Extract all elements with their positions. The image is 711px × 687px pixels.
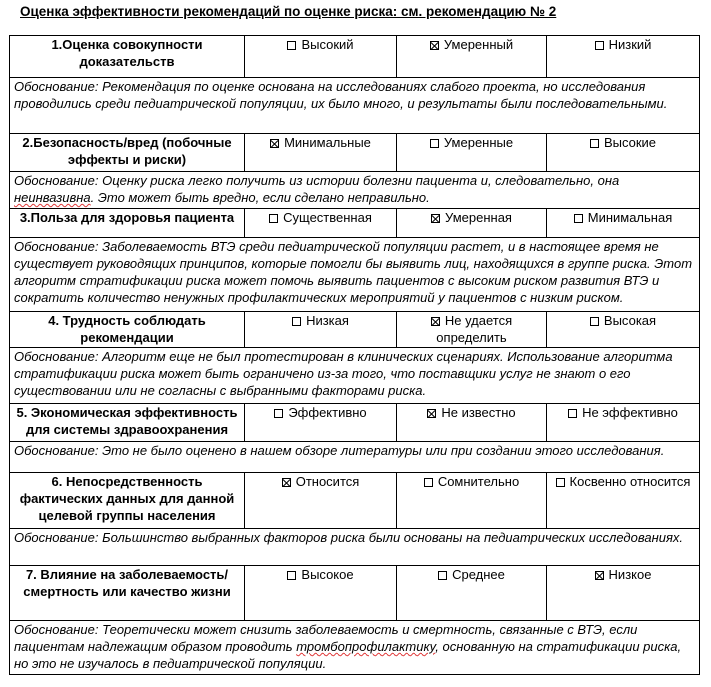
justification-label: Обоснование: bbox=[14, 349, 99, 364]
option-cell[interactable] bbox=[397, 404, 547, 442]
checked-checkbox-icon[interactable] bbox=[270, 139, 279, 148]
checkbox-icon[interactable] bbox=[590, 317, 599, 326]
checked-checkbox-icon[interactable] bbox=[431, 214, 440, 223]
justification-body: Большинство выбранных факторов риска были основаны на педиатрических исследованиях. bbox=[102, 530, 684, 545]
option-cell[interactable] bbox=[245, 36, 397, 78]
criterion-label: 7. Влияние на заболеваемость/смертность или качество жизни bbox=[10, 566, 245, 621]
option-label: Минимальная bbox=[587, 210, 673, 225]
justification-body-b: . Это может быть вредно, если сделано неправильно. bbox=[90, 190, 430, 205]
justification-label: Обоснование: bbox=[14, 173, 99, 188]
justification-label: Обоснование: bbox=[14, 530, 99, 545]
justification-text bbox=[10, 621, 700, 675]
spellcheck-word: неинвазивна bbox=[14, 190, 91, 205]
assessment-table bbox=[9, 35, 700, 675]
criterion-row-5 bbox=[10, 404, 700, 442]
checkbox-icon[interactable] bbox=[274, 409, 283, 418]
justification-row-6 bbox=[10, 529, 700, 566]
checkbox-icon[interactable] bbox=[568, 409, 577, 418]
option-label: Высокое bbox=[301, 567, 354, 582]
option-cell[interactable] bbox=[547, 404, 700, 442]
criterion-row-4 bbox=[10, 312, 700, 348]
option-label: Минимальные bbox=[284, 135, 371, 150]
checkbox-icon[interactable] bbox=[292, 317, 301, 326]
checked-checkbox-icon[interactable] bbox=[427, 409, 436, 418]
option-cell[interactable] bbox=[245, 404, 397, 442]
option-cell[interactable] bbox=[245, 134, 397, 172]
option-cell[interactable] bbox=[245, 473, 397, 529]
checked-checkbox-icon[interactable] bbox=[595, 571, 604, 580]
option-label: Умеренный bbox=[443, 37, 514, 52]
checkbox-icon[interactable] bbox=[595, 41, 604, 50]
option-label: Высокий bbox=[301, 37, 354, 52]
criterion-label: 1.Оценка совокупности доказательств bbox=[10, 36, 245, 78]
justification-body: Алгоритм еще не был протестирован в клинических сценариях. Использование алгоритма стратификации риска может быть ограничено из-за того, что поставщики услуг не знают о его существовании или не согласны с выбранными факторами риска. bbox=[14, 349, 673, 398]
option-label: Низкий bbox=[608, 37, 652, 52]
justification-text bbox=[10, 172, 700, 209]
option-label: Высокая bbox=[603, 313, 657, 328]
justification-body: Заболеваемость ВТЭ среди педиатрической популяции растет, и в настоящее время не существует руководящих принципов, которые помогли бы выявить лиц, находящихся в группе риска. Этот алгоритм стратификации риска может помочь выявить пациентов с высоким риском развития ВТЭ и сократить количество ненужных профилактических мероприятий у пациентов с низким риском. bbox=[14, 239, 693, 305]
checkbox-icon[interactable] bbox=[574, 214, 583, 223]
checkbox-icon[interactable] bbox=[430, 139, 439, 148]
option-label: Существенная bbox=[283, 210, 372, 225]
option-cell[interactable] bbox=[245, 209, 397, 238]
option-cell[interactable] bbox=[397, 473, 547, 529]
checkbox-icon[interactable] bbox=[438, 571, 447, 580]
criterion-row-3 bbox=[10, 209, 700, 238]
justification-body: Рекомендация по оценке основана на исследованиях слабого проекта, но исследования проводились среди педиатрической популяции, их было много, и результаты были последовательными. bbox=[14, 79, 668, 111]
option-cell[interactable] bbox=[547, 312, 700, 348]
justification-row-5 bbox=[10, 442, 700, 473]
option-label: Косвенно относится bbox=[569, 474, 691, 489]
option-cell[interactable] bbox=[397, 134, 547, 172]
option-cell[interactable] bbox=[547, 209, 700, 238]
criterion-label: 4. Трудность соблюдать рекомендации bbox=[10, 312, 245, 348]
checkbox-icon[interactable] bbox=[424, 478, 433, 487]
option-cell[interactable] bbox=[397, 312, 547, 348]
justification-row-3 bbox=[10, 238, 700, 312]
justification-row-2 bbox=[10, 172, 700, 209]
option-label: Не известно bbox=[441, 405, 516, 420]
justification-body: Это не было оценено в нашем обзоре литературы или при создании этого исследования. bbox=[102, 443, 665, 458]
option-label: Умеренная bbox=[445, 210, 512, 225]
criterion-row-6 bbox=[10, 473, 700, 529]
criterion-label: 5. Экономическая эффективность для системы здравоохранения bbox=[10, 404, 245, 442]
checked-checkbox-icon[interactable] bbox=[282, 478, 291, 487]
option-label: Относится bbox=[295, 474, 360, 489]
spellcheck-word: тромбопрофилактику bbox=[296, 639, 436, 654]
option-cell[interactable] bbox=[397, 209, 547, 238]
option-cell[interactable] bbox=[245, 566, 397, 621]
criterion-row-1 bbox=[10, 36, 700, 78]
criterion-row-2 bbox=[10, 134, 700, 172]
criterion-row-7 bbox=[10, 566, 700, 621]
justification-label: Обоснование: bbox=[14, 79, 99, 94]
checkbox-icon[interactable] bbox=[287, 571, 296, 580]
checkbox-icon[interactable] bbox=[287, 41, 296, 50]
justification-label: Обоснование: bbox=[14, 622, 99, 637]
option-label: Низкое bbox=[608, 567, 652, 582]
justification-label: Обоснование: bbox=[14, 239, 99, 254]
justification-label: Обоснование: bbox=[14, 443, 99, 458]
option-label: Умеренные bbox=[443, 135, 514, 150]
option-cell[interactable] bbox=[547, 473, 700, 529]
justification-text bbox=[10, 529, 700, 566]
option-cell[interactable] bbox=[397, 566, 547, 621]
justification-text bbox=[10, 238, 700, 312]
criterion-label: 3.Польза для здоровья пациента bbox=[10, 209, 245, 238]
option-cell[interactable] bbox=[245, 312, 397, 348]
option-label: Не эффективно bbox=[582, 405, 678, 420]
checked-checkbox-icon[interactable] bbox=[431, 317, 440, 326]
justification-body-a: Оценку риска легко получить из истории болезни пациента и, следовательно, она bbox=[102, 173, 620, 188]
option-label: Сомнительно bbox=[437, 474, 520, 489]
checked-checkbox-icon[interactable] bbox=[430, 41, 439, 50]
option-cell[interactable] bbox=[397, 36, 547, 78]
option-cell[interactable] bbox=[547, 566, 700, 621]
option-label: Низкая bbox=[306, 313, 349, 328]
checkbox-icon[interactable] bbox=[590, 139, 599, 148]
option-label: Не удается определить bbox=[436, 313, 513, 345]
justification-row-4 bbox=[10, 348, 700, 404]
justification-body-b: , основанную на стратификации риска, но это не изучалось в педиатрической популяции. bbox=[14, 639, 682, 671]
option-label: Среднее bbox=[452, 567, 505, 582]
option-cell[interactable] bbox=[547, 36, 700, 78]
justification-row-7 bbox=[10, 621, 700, 675]
justification-text bbox=[10, 78, 700, 134]
option-label: Высокие bbox=[603, 135, 657, 150]
criterion-label: 2.Безопасность/вред (побочные эффекты и риски) bbox=[10, 134, 245, 172]
option-cell[interactable] bbox=[547, 134, 700, 172]
justification-row-1 bbox=[10, 78, 700, 134]
justification-text bbox=[10, 442, 700, 473]
justification-text bbox=[10, 348, 700, 404]
document-title: Оценка эффективности рекомендаций по оценке риска: см. рекомендацию № 2 bbox=[20, 4, 557, 19]
option-label: Эффективно bbox=[288, 405, 367, 420]
justification-body-a: Теоретически может снизить заболеваемость и смертность, связанные с ВТЭ, если пациентам надлежащим образом проводить bbox=[14, 622, 638, 654]
checkbox-icon[interactable] bbox=[269, 214, 278, 223]
checkbox-icon[interactable] bbox=[556, 478, 565, 487]
criterion-label: 6. Непосредственность фактических данных для данной целевой группы населения bbox=[10, 473, 245, 529]
